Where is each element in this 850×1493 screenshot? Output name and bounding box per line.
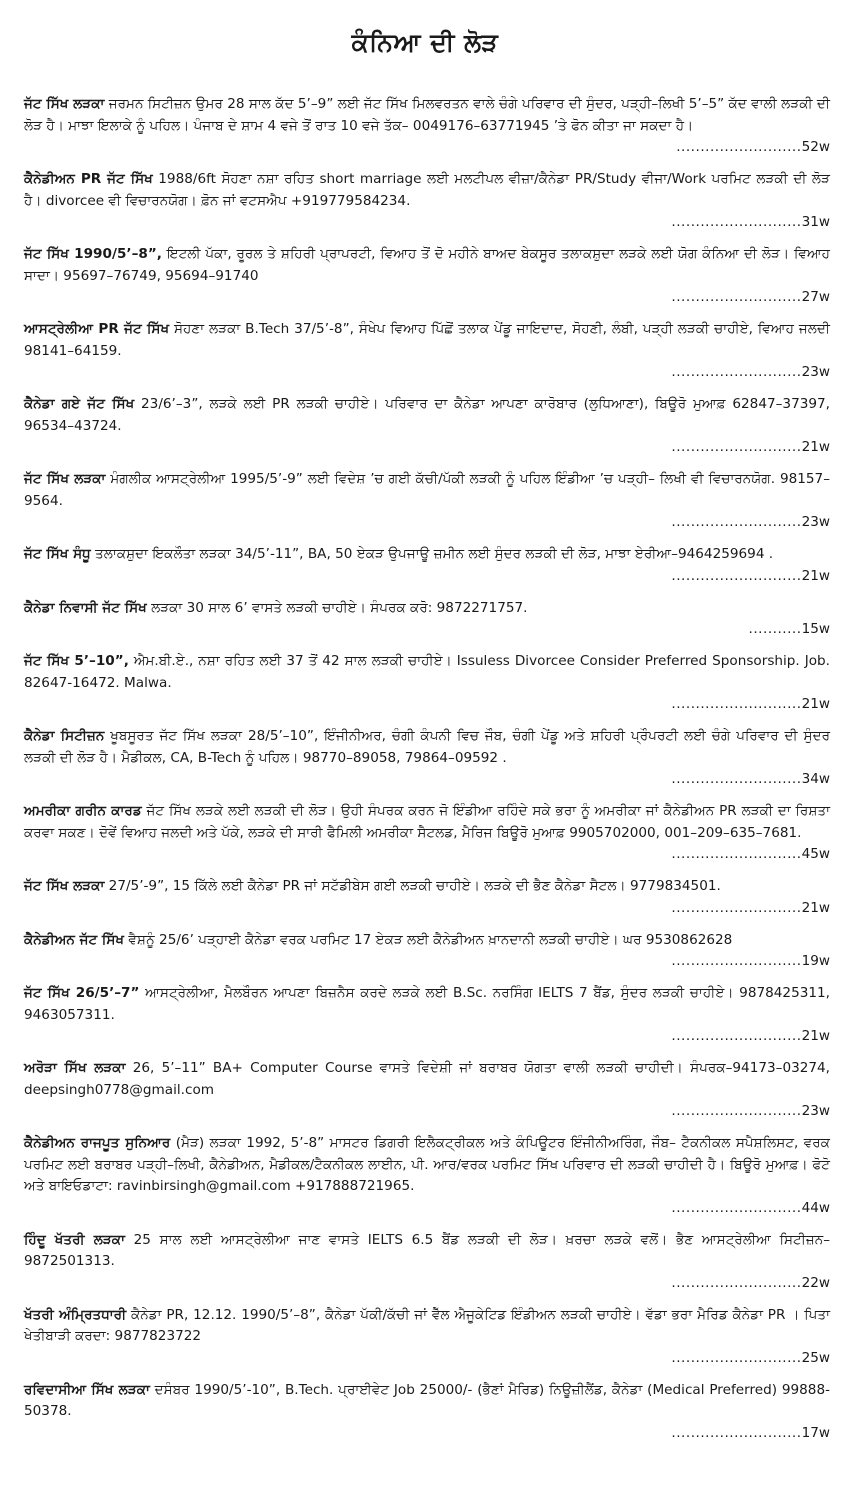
ad-reference-code: 21w (801, 899, 830, 916)
ad-item (24, 94, 830, 159)
ad-reference-code: 22w (801, 1274, 830, 1291)
ad-reference-code: 21w (801, 1028, 830, 1044)
ad-leader-dots: ........................... (671, 846, 802, 862)
ad-leader-dots: ........................... (671, 1424, 802, 1441)
ad-text: ਤਲਾਕਸ਼ੁਦਾ ਇਕਲੌਤਾ ਲੜਕਾ 34/5’-11”, BA, 50 ਏਕੜ ਉਪਜਾਊ ਜ਼ਮੀਨ ਲਈ ਸੁੰਦਰ ਲੜਕੀ ਦੀ ਲੋੜ, ਮਾਝਾ ਏਰੀਆ–9464259694 . (90, 546, 774, 562)
ad-leader-dots: ........................... (671, 567, 802, 584)
ad-reference-row (24, 1026, 830, 1048)
ad-reference-row (24, 951, 830, 973)
ad-item (24, 801, 830, 866)
ad-item (24, 1380, 830, 1445)
ad-text: ਜੱਟ ਸਿੱਖ ਲੜਕੇ ਲਈ ਲੜਕੀ ਦੀ ਲੋੜ। ਉਹੀ ਸੰਪਰਕ ਕਰਨ ਜੋ ਇੰਡੀਆ ਰਹਿੰਦੇ ਸਕੇ ਭਰਾ ਨੂੰ ਅਮਰੀਕਾ ਜਾਂ ਕੈਨੇਡੀਅਨ PR ਲੜਕੀ ਦਾ ਰਿਸ਼ਤਾ ਕਰਵਾ ਸਕਣ। ਦੋਵੇਂ ਵਿਆਹ ਜਲਦੀ ਅਤੇ ਪੱਕੇ, ਲੜਕੇ ਦੀ ਸਾਰੀ ਫੈਮਿਲੀ ਅਮਰੀਕਾ ਸੈਟਲਡ, ਮੈਰਿਜ ਬਿਊਰੋ ਮੁਆਫ਼ 9905702000, 001–209–635–7681. (24, 803, 830, 841)
ad-reference-row (24, 1101, 830, 1123)
ad-lead: ਖੱਤਰੀ ਅੰਮ੍ਰਿਤਧਾਰੀ (24, 1306, 127, 1323)
ad-reference-row (24, 137, 830, 159)
ad-lead: ਕੈਨੇਡਾ ਗਏ ਜੱਟ ਸਿੱਖ (24, 396, 135, 412)
ad-lead: ਜੱਟ ਸਿੱਖ ਲੜਕਾ (24, 878, 105, 894)
ad-text: 23/6’–3”, ਲੜਕੇ ਲਈ PR ਲੜਕੀ ਚਾਹੀਏ। ਪਰਿਵਾਰ ਦਾ ਕੈਨੇਡਾ ਆਪਣਾ ਕਾਰੋਬਾਰ (ਲੁਧਿਆਣਾ), ਬਿਊਰੋ ਮੁਆਫ਼ 62847–37397, 96534–43724. (24, 396, 830, 434)
ad-reference-code: 23w (801, 1103, 830, 1119)
ad-reference-code: 52w (801, 139, 830, 155)
ad-reference-row (24, 844, 830, 866)
ad-text: ਵੈਸ਼ਨੂੰ 25/6’ ਪੜ੍ਹਾਈ ਕੈਨੇਡਾ ਵਰਕ ਪਰਮਿਟ 17 ਏਕੜ ਲਈ ਕੈਨੇਡੀਅਨ ਖ਼ਾਨਦਾਨੀ ਲੜਕੀ ਚਾਹੀਏ। ਘਰ 9530862628 (124, 931, 733, 948)
ad-lead: ਕੈਨੇਡੀਅਨ ਜੱਟ ਸਿੱਖ (24, 931, 124, 948)
ad-lead: ਜੱਟ ਸਿੱਖ ਲੜਕਾ (24, 96, 105, 112)
ad-item (24, 1058, 830, 1123)
ad-leader-dots: ........................... (671, 439, 802, 455)
ad-lead: ਜੱਟ ਸਿੱਖ ਲੜਕਾ (24, 471, 106, 487)
ad-text: (ਮੈੜ) ਲੜਕਾ 1992, 5’-8” ਮਾਸਟਰ ਡਿਗਰੀ ਇਲੈਕਟ੍ਰੀਕਲ ਅਤੇ ਕੰਪਿਊਟਰ ਇੰਜੀਨੀਅਰਿੰਗ, ਜੌਬ– ਟੈਕਨੀਕਲ ਸਪੈਸ਼ਲਿਸਟ, ਵਰਕ ਪਰਮਿਟ ਲਈ ਬਰਾਬਰ ਪੜ੍ਹੀ–ਲਿਖੀ, ਕੈਨੇਡੀਅਨ, ਮੈਡੀਕਲ/ਟੈਕਨੀਕਲ ਲਾਈਨ, ਪੀ. ਆਰ/ਵਰਕ ਪਰਮਿਟ ਸਿੱਖ ਪਰਿਵਾਰ ਦੀ ਲੜਕੀ ਚਾਹੀਦੀ ਹੈ। ਬਿਊਰੋ ਮੁਆਫ਼। ਫੋਟੋ ਅਤੇ ਬਾਇਓਡਾਟਾ: ravinbirsingh@gmail.com +917888721965. (24, 1135, 831, 1194)
ad-text: ਦਸੰਬਰ 1990/5’-10”, B.Tech. ਪ੍ਰਾਈਵੇਟ Job 25000/- (ਭੈਣਾਂ ਮੈਰਿਡ) ਨਿਊਜ਼ੀਲੈਂਡ, ਕੈਨੇਡਾ (Medical Preferred) 99888-50378. (24, 1381, 830, 1419)
ad-reference-code: 17w (801, 1424, 830, 1441)
ad-reference-code: 45w (801, 846, 830, 862)
ad-item (24, 244, 830, 309)
ad-reference-code: 27w (801, 289, 830, 305)
ad-leader-dots: ........................... (671, 364, 802, 380)
ad-item (24, 930, 830, 973)
ad-lead: ਆਸਟ੍ਰੇਲੀਆ PR ਜੱਟ ਸਿੱਖ (24, 321, 170, 337)
ad-reference-code: 23w (801, 364, 830, 380)
ad-lead: ਕੈਨੇਡਾ ਨਿਵਾਸੀ ਜੱਟ ਸਿੱਖ (24, 599, 147, 616)
ad-text: ਇਟਲੀ ਪੱਕਾ, ਰੂਰਲ ਤੇ ਸ਼ਹਿਰੀ ਪ੍ਰਾਪਰਟੀ, ਵਿਆਹ ਤੋਂ ਦੋ ਮਹੀਨੇ ਬਾਅਦ ਬੇਕਸੂਰ ਤਲਾਕਸ਼ੁਦਾ ਲੜਕੇ ਲਈ ਯੋਗ ਕੰਨਿਆ ਦੀ ਲੋੜ। ਵਿਆਹ ਸਾਦਾ। 95697–76749, 95694–91740 (24, 246, 830, 284)
ad-text: 25 ਸਾਲ ਲਈ ਆਸਟ੍ਰੇਲੀਆ ਜਾਣ ਵਾਸਤੇ IELTS 6.5 ਬੈਂਡ ਲੜਕੀ ਦੀ ਲੋੜ। ਖ਼ਰਚਾ ਲੜਕੇ ਵਲੋਂ। ਭੈਣ ਆਸਟ੍ਰੇਲੀਆ ਸਿਟੀਜ਼ਨ– 9872501313. (24, 1231, 830, 1269)
ad-reference-row (24, 898, 830, 920)
ad-lead: ਅਰੋੜਾ ਸਿੱਖ ਲੜਕਾ (24, 1060, 126, 1076)
ad-item (24, 169, 830, 234)
ad-reference-row (24, 1348, 830, 1370)
ad-item (24, 876, 830, 919)
ad-text: ਜਰਮਨ ਸਿਟੀਜ਼ਨ ਉਮਰ 28 ਸਾਲ ਕੱਦ 5’–9” ਲਈ ਜੱਟ ਸਿੱਖ ਮਿਲਵਰਤਨ ਵਾਲੇ ਚੰਗੇ ਪਰਿਵਾਰ ਦੀ ਸੁੰਦਰ, ਪੜ੍ਹੀ–ਲਿਖੀ 5’–5” ਕੱਦ ਵਾਲੀ ਲੜਕੀ ਦੀ ਲੋੜ ਹੈ। ਮਾਝਾ ਇਲਾਕੇ ਨੂੰ ਪਹਿਲ। ਪੰਜਾਬ ਦੇ ਸ਼ਾਮ 4 ਵਜੇ ਤੋਂ ਰਾਤ 10 ਵਜੇ ਤੱਕ– 0049176–63771945 ’ਤੇ ਫੋਨ ਕੀਤਾ ਜਾ ਸਕਦਾ ਹੈ। (24, 96, 830, 134)
ad-item (24, 319, 830, 384)
ad-text: ਕੈਨੇਡਾ PR, 12.12. 1990/5’–8”, ਕੈਨੇਡਾ ਪੱਕੀ/ਕੱਚੀ ਜਾਂ ਵੈੱਲ ਐਜੂਕੇਟਿਡ ਇੰਡੀਅਨ ਲੜਕੀ ਚਾਹੀਏ। ਵੱਡਾ ਭਰਾ ਮੈਰਿਡ ਕੈਨੇਡਾ PR । ਪਿਤਾ ਖੇਤੀਬਾੜੀ ਕਰਦਾ: 9877823722 (24, 1306, 830, 1344)
ad-reference-row (24, 1423, 830, 1445)
ad-lead: ਕੈਨੇਡੀਅਨ PR ਜੱਟ ਸਿੱਖ (24, 171, 153, 187)
ad-reference-row (24, 566, 830, 588)
ad-text: ਲੜਕਾ 30 ਸਾਲ 6’ ਵਾਸਤੇ ਲੜਕੀ ਚਾਹੀਏ। ਸੰਪਰਕ ਕਰੋ: 9872271757. (146, 599, 528, 616)
ad-reference-row (24, 437, 830, 459)
ad-item (24, 1305, 830, 1370)
ads-list (24, 94, 830, 1444)
ad-reference-code: 34w (801, 771, 830, 787)
ad-leader-dots: ........................... (671, 289, 802, 305)
ad-text: 1988/6ft ਸੋਹਣਾ ਨਸ਼ਾ ਰਹਿਤ short marriage ਲਈ ਮਲਟੀਪਲ ਵੀਜ਼ਾ/ਕੈਨੇਡਾ PR/Study ਵੀਜਾ/Work ਪਰਮਿਟ ਲੜਕੀ ਦੀ ਲੋੜ ਹੈ। divorcee ਵੀ ਵਿਚਾਰਨਯੋਗ। ਫ਼ੋਨ ਜਾਂ ਵਟਸਐਪ +919779584234. (24, 171, 830, 209)
ad-text: ਆਸਟ੍ਰੇਲੀਆ, ਮੈਲਬੌਰਨ ਆਪਣਾ ਬਿਜ਼ਨੈਸ ਕਰਦੇ ਲੜਕੇ ਲਈ B.Sc. ਨਰਸਿੰਗ IELTS 7 ਬੈਂਡ, ਸੁੰਦਰ ਲੜਕੀ ਚਾਹੀਏ। 9878425311, 9463057311. (24, 985, 830, 1023)
ad-item (24, 651, 830, 716)
ad-text: 26, 5’–11” BA+ Computer Course ਵਾਸਤੇ ਵਿਦੇਸ਼ੀ ਜਾਂ ਬਰਾਬਰ ਯੋਗਤਾ ਵਾਲੀ ਲੜਕੀ ਚਾਹੀਦੀ। ਸੰਪਰਕ–94173–03274, deepsingh0778@gmail.com (24, 1060, 831, 1098)
ad-leader-dots: ........................... (671, 771, 802, 787)
ad-reference-code: 21w (801, 567, 830, 584)
ad-leader-dots: ........................... (671, 1274, 802, 1291)
ad-lead: ਕੈਨੇਡਾ ਸਿਟੀਜ਼ਨ (24, 728, 105, 744)
ad-text: ਖੂਬਸੂਰਤ ਜੱਟ ਸਿੱਖ ਲੜਕਾ 28/5’–10”, ਇੰਜੀਨੀਅਰ, ਚੰਗੀ ਕੰਪਨੀ ਵਿਚ ਜੌਬ, ਚੰਗੀ ਪੇਂਡੂ ਅਤੇ ਸ਼ਹਿਰੀ ਪ੍ਰੌਪਰਟੀ ਲਈ ਚੰਗੇ ਪਰਿਵਾਰ ਦੀ ਸੁੰਦਰ ਲੜਕੀ ਦੀ ਲੋੜ ਹੈ। ਮੈਡੀਕਲ, CA, B-Tech ਨੂੰ ਪਹਿਲ। 98770–89058, 79864–09592 . (24, 728, 830, 766)
ad-lead: ਜੱਟ ਸਿੱਖ ਸੰਧੂ (24, 546, 91, 562)
ad-item (24, 1133, 830, 1219)
ad-leader-dots: ........... (748, 621, 802, 637)
ad-lead: ਹਿੰਦੂ ਖੱਤਰੀ ਲੜਕਾ (24, 1231, 125, 1248)
ad-lead: ਜੱਟ ਸਿੱਖ 26/5’–7” (24, 985, 140, 1001)
ad-leader-dots: ........................... (671, 514, 802, 530)
ad-reference-row (24, 694, 830, 716)
ad-reference-row (24, 1273, 830, 1295)
ad-leader-dots: ........................... (671, 953, 802, 969)
ad-item (24, 1230, 830, 1295)
ad-reference-code: 25w (801, 1349, 830, 1366)
ad-reference-code: 21w (801, 439, 830, 455)
ad-item (24, 598, 830, 641)
ad-reference-code: 31w (801, 214, 830, 230)
ad-leader-dots: ........................... (671, 1028, 802, 1044)
ad-item (24, 983, 830, 1048)
ad-leader-dots: ........................... (671, 214, 802, 230)
ad-lead: ਜੱਟ ਸਿੱਖ 1990/5’–8”, (24, 246, 162, 262)
ad-leader-dots: ........................... (671, 1103, 802, 1119)
ad-leader-dots: ........................... (671, 1199, 802, 1216)
ad-reference-row (24, 362, 830, 384)
ad-reference-code: 15w (801, 621, 830, 637)
ad-reference-row (24, 512, 830, 534)
ad-item (24, 394, 830, 459)
ad-leader-dots: ........................... (671, 899, 802, 916)
ad-lead: ਰਵਿਦਾਸੀਆ ਸਿੱਖ ਲੜਕਾ (24, 1381, 150, 1398)
ad-leader-dots: ........................... (671, 1349, 802, 1366)
ad-reference-code: 44w (801, 1199, 830, 1216)
ad-lead: ਕੈਨੇਡੀਅਨ ਰਾਜਪੂਤ ਸੁਨਿਆਰ (24, 1135, 171, 1151)
ad-item (24, 544, 830, 587)
ad-text: ਐਮ.ਬੀ.ਏ., ਨਸ਼ਾ ਰਹਿਤ ਲਈ 37 ਤੋਂ 42 ਸਾਲ ਲੜਕੀ ਚਾਹੀਏ। Issuless Divorcee Consider Preferred Sponsorship. Job. 82647-16472. Malwa. (24, 653, 830, 691)
ad-reference-code: 21w (801, 696, 830, 712)
ad-leader-dots: .......................... (676, 139, 802, 155)
ad-item (24, 726, 830, 791)
ad-reference-row (24, 1198, 830, 1220)
ad-text: ਮੰਗਲੀਕ ਆਸਟ੍ਰੇਲੀਆ 1995/5’-9” ਲਈ ਵਿਦੇਸ਼ ’ਚ ਗਈ ਕੱਚੀ/ਪੱਕੀ ਲੜਕੀ ਨੂੰ ਪਹਿਲ ਇੰਡੀਆ ’ਚ ਪੜ੍ਹੀ– ਲਿਖੀ ਵੀ ਵਿਚਾਰਨਯੋਗ. 98157–9564. (24, 471, 830, 509)
ad-reference-row (24, 212, 830, 234)
ad-lead: ਜੱਟ ਸਿੱਖ 5’–10”, (24, 653, 129, 669)
ad-lead: ਅਮਰੀਕਾ ਗਰੀਨ ਕਾਰਡ (24, 803, 142, 819)
page-title: ਕੰਨਿਆ ਦੀ ਲੋੜ (351, 28, 499, 57)
ad-reference-code: 19w (801, 953, 830, 969)
ad-reference-code: 23w (801, 514, 830, 530)
ad-reference-row (24, 287, 830, 309)
ad-reference-row (24, 619, 830, 641)
ad-leader-dots: ........................... (671, 696, 802, 712)
ad-reference-row (24, 769, 830, 791)
ad-text: 27/5’-9”, 15 ਕਿੱਲੇ ਲਈ ਕੈਨੇਡਾ PR ਜਾਂ ਸਟੱਡੀਬੇਸ ਗਈ ਲੜਕੀ ਚਾਹੀਏ। ਲੜਕੇ ਦੀ ਭੈਣ ਕੈਨੇਡਾ ਸੈਟਲ। 9779834501. (104, 878, 721, 894)
ad-item (24, 469, 830, 534)
ad-text: ਸੋਹਣਾ ਲੜਕਾ B.Tech 37/5’-8”, ਸੰਖੇਪ ਵਿਆਹ ਪਿੱਛੋਂ ਤਲਾਕ ਪੇਂਡੂ ਜਾਇਦਾਦ, ਸੋਹਣੀ, ਲੰਬੀ, ਪੜ੍ਹੀ ਲੜਕੀ ਚਾਹੀਏ, ਵਿਆਹ ਜਲਦੀ 98141–64159. (24, 321, 830, 359)
